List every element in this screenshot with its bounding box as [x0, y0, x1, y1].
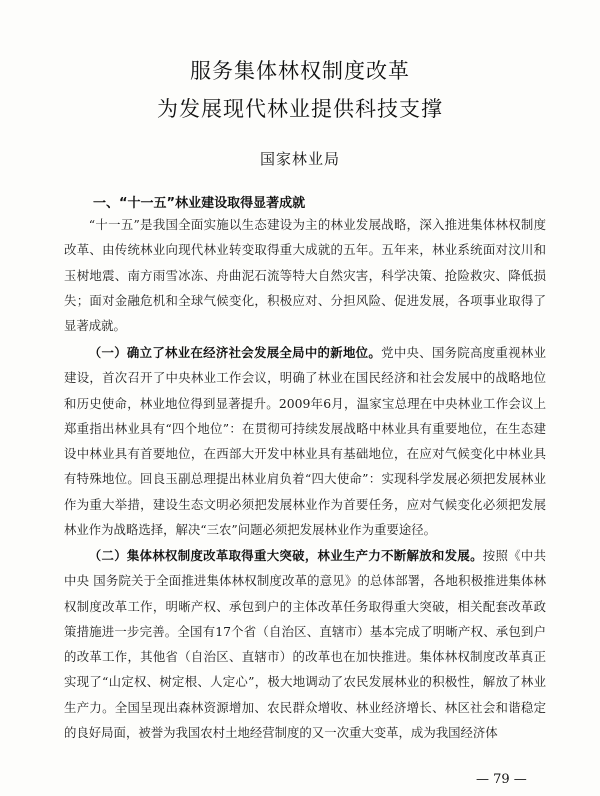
document-title-line-2: 为发展现代林业提供科技支撑: [157, 97, 443, 121]
paragraph-body: 按照《中共中央 国务院关于全面推进集体林权制度改革的意见》的总体部署，各地积极推进集体林权制度改革工作，明晰产权、承包到户的主体改革任务取得重大突破，相关配套改革政策措施进一步完善。全国有17个省（自治区、直辖市）基本完成了明晰产权、承包到户的改革工作，其他省（自治区、直辖市）的改革也在加快推进。集体林权制度改革真正实现了“山定权、树定根、人定心”，极大地调动了农民发展林业的积极性，解放了林业生产力。全国呈现出森林资源增加、农民群众增收、林业经济增长、林区社会和谐稳定的良好局面，被誉为我国农村土地经营制度的又一次重大变革，成为我国经济体: [64, 548, 547, 741]
author-name: 国家林业局: [259, 150, 340, 168]
paragraph-body: “十一五”是我国全面实施以生态建设为主的林业发展战略，深入推进集体林权制度改革、由传统林业向现代林业转变取得重大成就的五年。五年来，林业系统面对汶川和玉树地震、南方雨雪冰冻、舟曲泥石流等特大自然灾害，科学决策、抢险救灾、降低损失；面对金融危机和全球气候变化，积极应对、分担风险、促进发展，各项事业取得了显著成就。: [64, 217, 546, 334]
section-heading: 一、“十一五”林业建设取得显著成就: [93, 196, 306, 211]
document-title-line-1: 服务集体林权制度改革: [190, 59, 410, 83]
paragraph-forestry-status: [64, 340, 546, 542]
page-number: — 79 —: [476, 772, 527, 787]
paragraph-lead: （二）集体林权制度改革取得重大突破，林业生产力不断解放和发展。: [88, 548, 483, 563]
paragraph-body: 党中央、国务院高度重视林业建设，首次召开了中央林业工作会议，明确了林业在国民经济和社会发展中的战略地位和历史使命，林业地位得到显著提升。2009年6月，温家宝总理在中央林业工作会议上郑重指出林业具有“四个地位”：在贯彻可持续发展战略中林业具有重要地位，在生态建设中林业具有首要地位，在西部大开发中林业具有基础地位，在应对气候变化中林业具有特殊地位。回良玉副总理提出林业肩负着“四大使命”：实现科学发展必须把发展林业作为重大举措，建设生态文明必须把发展林业作为首要任务，应对气候变化必须把发展林业作为战略选择，解决“三农”问题必须把发展林业作为重要途径。: [64, 345, 547, 538]
paragraph-intro: [64, 212, 546, 338]
paragraph-lead: （一）确立了林业在经济社会发展全局中的新地位。: [88, 345, 382, 360]
paragraph-tenure-reform: [64, 543, 546, 745]
